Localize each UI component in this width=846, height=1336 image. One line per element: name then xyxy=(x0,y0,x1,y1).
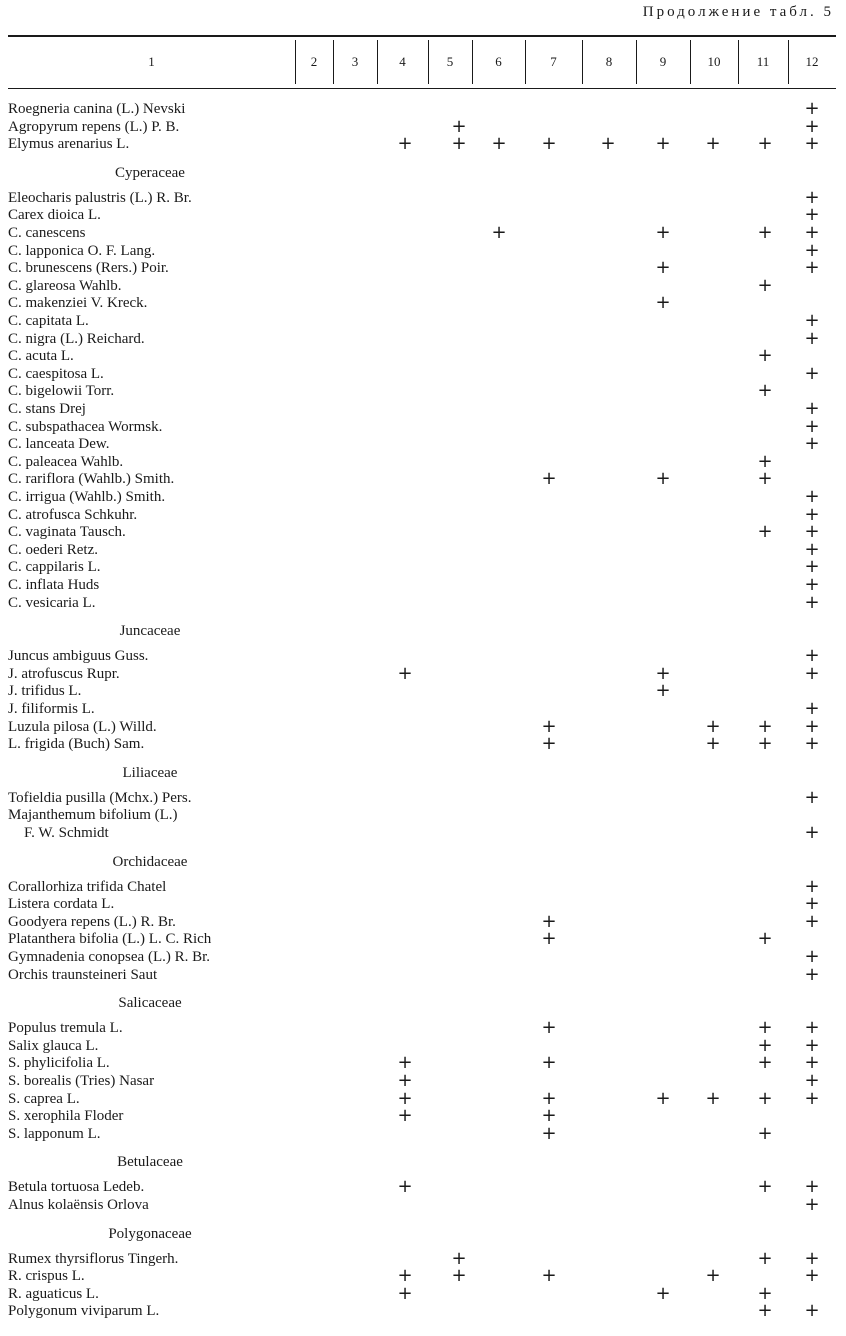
table-row xyxy=(0,239,846,261)
presence-mark-col-6: + xyxy=(491,133,507,155)
presence-mark-col-7: + xyxy=(541,1087,557,1109)
presence-mark-col-11: + xyxy=(757,1052,773,1074)
species-name: C. caespitosa L. xyxy=(8,365,104,382)
column-divider xyxy=(472,40,473,84)
table-row xyxy=(0,948,846,966)
presence-mark-col-7: + xyxy=(541,1122,557,1144)
presence-mark-col-9: + xyxy=(655,133,671,155)
presence-mark-col-12: + xyxy=(804,1087,820,1109)
table-row xyxy=(0,824,846,842)
species-name: R. aguaticus L. xyxy=(8,1285,99,1302)
table-row xyxy=(0,435,846,453)
presence-mark-col-12: + xyxy=(804,415,820,437)
presence-mark-col-11: + xyxy=(757,468,773,490)
species-name: C. inflata Huds xyxy=(8,577,100,593)
presence-mark-col-9: + xyxy=(655,468,671,490)
species-name: Platanthera bifolia (L.) L. C. Rich xyxy=(8,931,212,948)
presence-mark-col-12: + xyxy=(804,1017,820,1039)
species-name: R. crispus L. xyxy=(8,1268,85,1285)
presence-mark-col-9: + xyxy=(655,222,671,243)
column-header-9: 9 xyxy=(659,54,667,69)
table-row xyxy=(0,875,846,897)
species-name: Corallorhiza trifida Chatel xyxy=(8,878,167,895)
presence-mark-col-6: + xyxy=(491,222,507,243)
species-name: Majanthemum bifolium (L.) xyxy=(8,807,178,824)
family-heading xyxy=(0,853,846,871)
presence-mark-col-4: + xyxy=(397,1087,413,1109)
column-header-12: 12 xyxy=(805,54,819,69)
family-heading xyxy=(0,764,846,782)
table-row xyxy=(0,662,846,684)
presence-mark-col-12: + xyxy=(804,1176,820,1198)
column-divider xyxy=(428,40,429,84)
presence-mark-col-7: + xyxy=(541,133,557,155)
species-name: C. lapponica O. F. Lang. xyxy=(8,242,156,259)
presence-mark-col-12: + xyxy=(804,538,820,560)
table-row xyxy=(0,895,846,913)
column-header-5: 5 xyxy=(446,54,454,69)
species-name: Agropyrum repens (L.) P. B. xyxy=(8,118,180,135)
presence-mark-col-5: + xyxy=(451,133,467,155)
presence-mark-col-10: + xyxy=(705,1265,721,1287)
presence-mark-col-12: + xyxy=(804,822,820,843)
table-row xyxy=(0,591,846,613)
species-name: J. filiformis L. xyxy=(8,701,95,717)
family-heading xyxy=(0,622,846,640)
column-divider xyxy=(525,40,526,84)
presence-mark-col-7: + xyxy=(541,1265,557,1287)
presence-mark-col-11: + xyxy=(757,345,773,367)
column-header-2: 2 xyxy=(310,54,318,69)
table-row xyxy=(0,382,846,400)
table-row xyxy=(0,274,846,296)
presence-mark-col-10: + xyxy=(705,733,721,755)
column-header-11: 11 xyxy=(756,54,770,69)
species-name: S. lapponum L. xyxy=(8,1125,101,1142)
species-name: C. oederi Retz. xyxy=(8,541,98,558)
presence-mark-col-12: + xyxy=(804,786,820,808)
presence-mark-col-11: + xyxy=(757,450,773,472)
table-row xyxy=(0,1087,846,1109)
presence-mark-col-7: + xyxy=(541,1105,557,1127)
family-name: Liliaceae xyxy=(122,764,178,781)
table-row xyxy=(0,347,846,365)
presence-mark-col-4: + xyxy=(397,1282,413,1304)
table-row xyxy=(0,362,846,384)
presence-mark-col-5: + xyxy=(451,1247,467,1269)
species-name: C. bigelowii Torr. xyxy=(8,383,115,400)
presence-mark-col-12: + xyxy=(804,503,820,525)
column-header-10: 10 xyxy=(707,54,721,69)
presence-mark-col-7: + xyxy=(541,715,557,737)
presence-mark-col-12: + xyxy=(804,115,820,137)
column-divider xyxy=(333,40,334,84)
species-name: Orchis traunsteineri Saut xyxy=(8,966,158,983)
presence-mark-col-4: + xyxy=(397,1052,413,1074)
table-row xyxy=(0,523,846,541)
table-row xyxy=(0,910,846,932)
species-name: Goodyera repens (L.) R. Br. xyxy=(8,913,176,930)
presence-mark-col-12: + xyxy=(804,733,820,755)
presence-mark-col-12: + xyxy=(804,204,820,226)
species-name: C. brunescens (Rers.) Poir. xyxy=(8,260,169,277)
species-name: Betula tortuosa Ledeb. xyxy=(8,1179,145,1196)
presence-mark-col-11: + xyxy=(757,1176,773,1198)
presence-mark-col-10: + xyxy=(705,133,721,155)
family-name: Cyperaceae xyxy=(115,164,185,181)
table-row xyxy=(0,1196,846,1214)
species-name: J. atrofuscus Rupr. xyxy=(8,665,120,682)
presence-mark-col-9: + xyxy=(655,1087,671,1109)
species-name: C. makenziei V. Kreck. xyxy=(8,295,148,312)
family-heading xyxy=(0,1225,846,1243)
presence-mark-col-5: + xyxy=(451,115,467,137)
species-name: J. trifidus L. xyxy=(8,683,82,700)
species-name: C. rariflora (Wahlb.) Smith. xyxy=(8,471,175,488)
species-name: C. vaginata Tausch. xyxy=(8,524,126,541)
table-row xyxy=(0,415,846,437)
species-name: Tofieldia pusilla (Mchx.) Pers. xyxy=(8,789,192,806)
presence-mark-col-12: + xyxy=(804,310,820,331)
column-header-6: 6 xyxy=(495,54,502,69)
presence-mark-col-12: + xyxy=(804,398,820,419)
family-name: Polygonaceae xyxy=(108,1225,192,1242)
column-header-7: 7 xyxy=(550,54,557,69)
presence-mark-col-12: + xyxy=(804,946,820,967)
presence-mark-col-12: + xyxy=(804,239,820,261)
column-divider xyxy=(377,40,378,84)
table-row xyxy=(0,1178,846,1196)
column-divider xyxy=(738,40,739,84)
family-name: Orchidaceae xyxy=(112,853,188,870)
presence-mark-col-12: + xyxy=(804,556,820,578)
column-divider xyxy=(582,40,583,84)
presence-mark-col-12: + xyxy=(804,698,820,719)
column-header-1: 1 xyxy=(148,54,155,69)
presence-mark-col-9: + xyxy=(655,292,671,314)
table-row xyxy=(0,930,846,948)
presence-mark-col-4: + xyxy=(397,1070,413,1091)
species-name: Gymnadenia conopsea (L.) R. Br. xyxy=(8,949,211,965)
table-row xyxy=(0,470,846,488)
species-name: S. caprea L. xyxy=(8,1090,80,1107)
species-name: C. subspathacea Wormsk. xyxy=(8,418,163,435)
species-name: Eleocharis palustris (L.) R. Br. xyxy=(8,189,192,206)
presence-mark-col-11: + xyxy=(757,1122,773,1144)
table-row xyxy=(0,488,846,506)
presence-mark-col-11: + xyxy=(757,222,773,243)
column-header-3: 3 xyxy=(351,54,359,69)
presence-mark-col-11: + xyxy=(757,1087,773,1109)
species-name: C. capitata L. xyxy=(8,313,89,329)
family-heading xyxy=(0,164,846,182)
presence-mark-col-12: + xyxy=(804,327,820,349)
family-name: Juncaceae xyxy=(119,623,181,640)
presence-mark-col-12: + xyxy=(804,875,820,897)
table-row xyxy=(0,206,846,224)
presence-mark-col-4: + xyxy=(397,1265,413,1287)
presence-mark-col-12: + xyxy=(804,486,820,507)
species-name: Salix glauca L. xyxy=(8,1037,99,1054)
presence-mark-col-4: + xyxy=(397,133,413,155)
presence-mark-col-7: + xyxy=(541,1017,557,1039)
presence-mark-col-11: + xyxy=(757,715,773,737)
column-divider xyxy=(788,40,789,84)
species-name: C. nigra (L.) Reichard. xyxy=(8,330,145,347)
presence-mark-col-10: + xyxy=(705,1087,721,1109)
species-name: Luzula pilosa (L.) Willd. xyxy=(8,718,157,735)
table-row xyxy=(0,259,846,277)
table-row xyxy=(0,135,846,153)
presence-mark-col-12: + xyxy=(804,98,820,119)
presence-mark-col-11: + xyxy=(757,1247,773,1269)
species-name: C. lanceata Dew. xyxy=(8,436,110,453)
table-row xyxy=(0,1282,846,1304)
presence-mark-col-4: + xyxy=(397,662,413,684)
table-row xyxy=(0,1122,846,1144)
presence-mark-col-12: + xyxy=(804,963,820,985)
presence-mark-col-11: + xyxy=(757,928,773,950)
species-name: Roegneria canina (L.) Nevski xyxy=(8,101,186,117)
presence-mark-col-5: + xyxy=(451,1265,467,1287)
presence-mark-col-12: + xyxy=(804,1034,820,1056)
family-heading xyxy=(0,994,846,1012)
family-heading xyxy=(0,1153,846,1171)
table-row xyxy=(0,100,846,118)
presence-mark-col-12: + xyxy=(804,433,820,455)
column-header-4: 4 xyxy=(399,54,406,69)
table-row xyxy=(0,327,846,349)
presence-mark-col-12: + xyxy=(804,910,820,932)
presence-mark-col-8: + xyxy=(600,133,616,155)
table-row xyxy=(0,294,846,312)
table-row xyxy=(0,1019,846,1037)
presence-mark-col-12: + xyxy=(804,222,820,243)
table-row xyxy=(0,963,846,985)
column-header-8: 8 xyxy=(605,54,613,69)
presence-mark-col-12: + xyxy=(804,1300,820,1322)
species-name: C. vesicaria L. xyxy=(8,594,96,611)
table-row xyxy=(0,1267,846,1285)
presence-mark-col-12: + xyxy=(804,715,820,737)
presence-mark-col-12: + xyxy=(804,645,820,667)
column-divider xyxy=(295,40,296,84)
presence-mark-col-10: + xyxy=(705,715,721,737)
column-divider xyxy=(636,40,637,84)
presence-mark-col-11: + xyxy=(757,733,773,755)
table-row xyxy=(0,186,846,208)
species-name: C. stans Drej xyxy=(8,401,86,417)
species-name: C. acuta L. xyxy=(8,348,74,365)
table-row xyxy=(0,576,846,594)
species-name: Alnus kolaënsis Orlova xyxy=(8,1197,149,1213)
table-row xyxy=(0,806,846,824)
presence-mark-col-11: + xyxy=(757,133,773,155)
species-name: C. glareosa Wahlb. xyxy=(8,277,122,294)
column-divider xyxy=(690,40,691,84)
presence-mark-col-4: + xyxy=(397,1176,413,1198)
table-row xyxy=(0,400,846,418)
table-row xyxy=(0,312,846,330)
family-name: Salicaceae xyxy=(118,995,182,1012)
presence-mark-col-9: + xyxy=(655,1282,671,1304)
species-name: Listera cordata L. xyxy=(8,896,115,913)
table-row xyxy=(0,1302,846,1320)
species-name: C. paleacea Wahlb. xyxy=(8,453,124,470)
presence-mark-col-12: + xyxy=(804,1194,820,1215)
presence-mark-col-12: + xyxy=(804,591,820,613)
species-name: Rumex thyrsiflorus Tingerh. xyxy=(8,1250,179,1267)
species-name: F. W. Schmidt xyxy=(24,825,109,841)
family-name: Betulaceae xyxy=(117,1154,183,1171)
table-row xyxy=(0,647,846,665)
presence-mark-col-9: + xyxy=(655,680,671,702)
presence-mark-col-12: + xyxy=(804,1247,820,1269)
presence-mark-col-12: + xyxy=(804,893,820,915)
presence-mark-col-9: + xyxy=(655,257,671,279)
presence-mark-col-11: + xyxy=(757,1300,773,1322)
species-name: C. canescens xyxy=(8,225,86,241)
presence-mark-col-12: + xyxy=(804,1070,820,1091)
species-name: Polygonum viviparum L. xyxy=(8,1303,160,1320)
table-row xyxy=(0,1054,846,1072)
table-row xyxy=(0,450,846,472)
table-row xyxy=(0,735,846,753)
species-name: C. cappilaris L. xyxy=(8,559,101,576)
presence-mark-col-7: + xyxy=(541,910,557,932)
header-rule xyxy=(8,88,836,89)
presence-mark-col-11: + xyxy=(757,521,773,543)
species-name: Populus tremula L. xyxy=(8,1020,123,1037)
species-name: C. irrigua (Wahlb.) Smith. xyxy=(8,489,166,505)
presence-mark-col-11: + xyxy=(757,1034,773,1056)
presence-mark-col-12: + xyxy=(804,574,820,595)
species-name: L. frigida (Buch) Sam. xyxy=(8,736,145,753)
presence-mark-col-11: + xyxy=(757,1017,773,1039)
presence-mark-col-12: + xyxy=(804,521,820,543)
table-row xyxy=(0,1107,846,1125)
presence-mark-col-12: + xyxy=(804,133,820,155)
presence-mark-col-12: + xyxy=(804,257,820,279)
species-name: C. atrofusca Schkuhr. xyxy=(8,506,138,523)
presence-mark-col-11: + xyxy=(757,1282,773,1304)
table-row xyxy=(0,682,846,700)
species-name: S. xerophila Floder xyxy=(8,1108,124,1125)
table-row xyxy=(0,786,846,808)
species-name: Elymus arenarius L. xyxy=(8,136,130,153)
presence-mark-col-11: + xyxy=(757,380,773,402)
presence-mark-col-7: + xyxy=(541,733,557,755)
species-name: Juncus ambiguus Guss. xyxy=(8,648,149,665)
table-row xyxy=(0,503,846,525)
presence-mark-col-12: + xyxy=(804,1265,820,1287)
presence-mark-col-9: + xyxy=(655,662,671,684)
presence-mark-col-4: + xyxy=(397,1105,413,1127)
species-name: S. phylicifolia L. xyxy=(8,1055,110,1072)
presence-mark-col-12: + xyxy=(804,662,820,684)
table-row xyxy=(0,1034,846,1056)
species-name: S. borealis (Tries) Nasar xyxy=(8,1073,155,1089)
presence-mark-col-11: + xyxy=(757,274,773,296)
table-row xyxy=(0,224,846,242)
presence-mark-col-12: + xyxy=(804,186,820,208)
presence-mark-col-7: + xyxy=(541,468,557,490)
presence-mark-col-12: + xyxy=(804,362,820,384)
table-caption: Продолжение табл. 5 xyxy=(642,4,834,20)
presence-mark-col-12: + xyxy=(804,1052,820,1074)
presence-mark-col-7: + xyxy=(541,928,557,950)
presence-mark-col-7: + xyxy=(541,1052,557,1074)
table-row xyxy=(0,538,846,560)
table-row xyxy=(0,558,846,576)
species-name: Carex dioica L. xyxy=(8,207,101,224)
